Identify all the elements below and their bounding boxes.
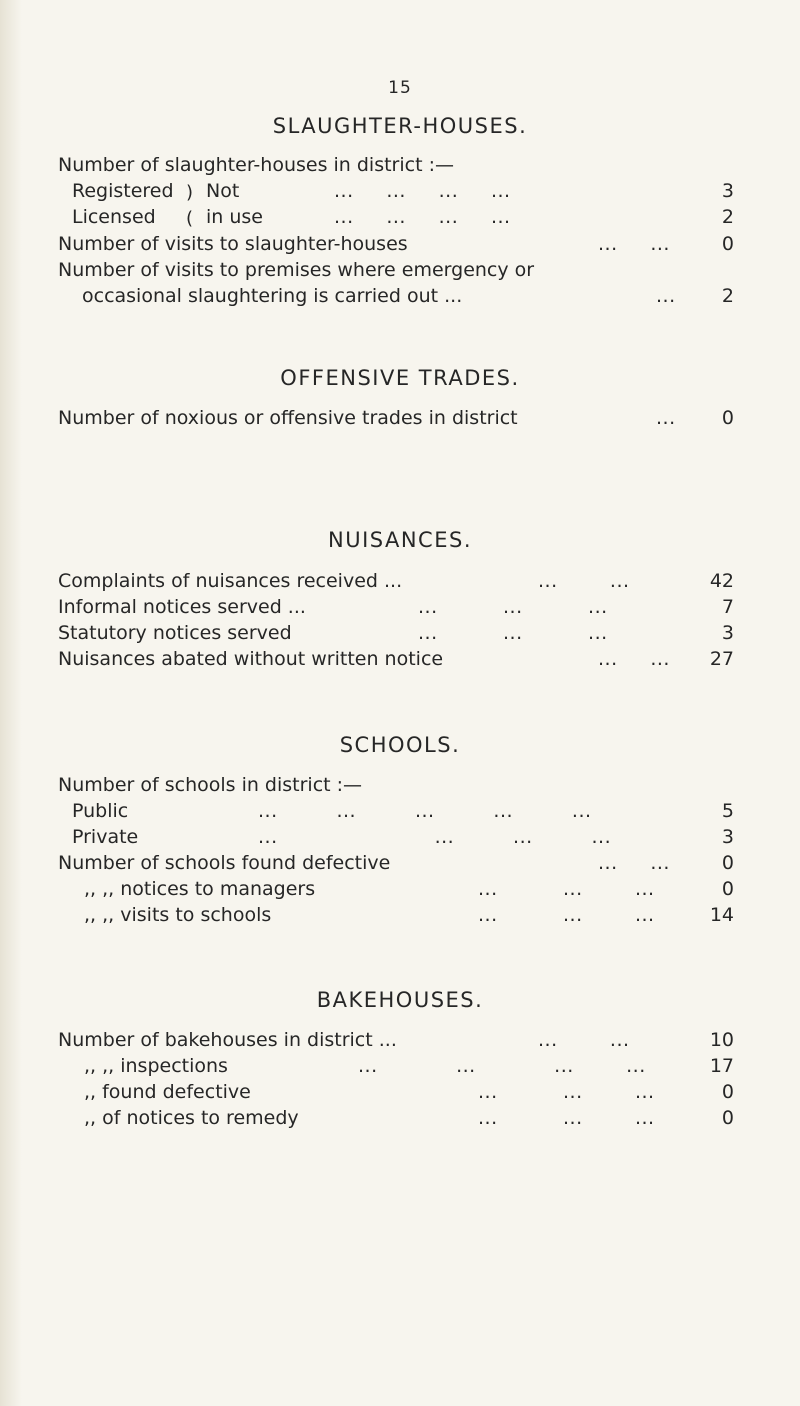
bakehouse-label: ,, found defective: [84, 1081, 251, 1103]
registered-label: Registered: [72, 180, 174, 202]
nuisance-value: 42: [709, 570, 734, 592]
nuisance-label: Complaints of nuisances received ...: [58, 570, 403, 592]
nuisance-value: 27: [709, 648, 734, 670]
leader-dots: ... ... ... ... ...: [258, 800, 592, 822]
bakehouse-value: 0: [721, 1081, 734, 1103]
leader-dots: ... ... ...: [478, 1081, 655, 1103]
bakehouses-row: [58, 1105, 742, 1131]
visits-value: 0: [721, 233, 734, 255]
schools-row: [58, 824, 742, 850]
leader-dots: ... ... ... ...: [258, 826, 612, 848]
offensive-trades-heading: OFFENSIVE TRADES.: [280, 366, 520, 390]
leader-dots: ... ...: [598, 852, 670, 874]
not-label: Not: [206, 180, 240, 202]
trades-label: Number of noxious or offensive trades in district: [58, 407, 518, 429]
nuisances-row: [58, 620, 742, 646]
in-use-label: in use: [206, 206, 263, 228]
bakehouses-row: [58, 1079, 742, 1105]
slaughter-registered-row: [58, 178, 742, 204]
leader-dots: ...: [656, 407, 676, 429]
brace-bottom: (: [186, 208, 194, 229]
school-label: Public: [72, 800, 129, 822]
schools-row: [58, 798, 742, 824]
slaughter-premises-row-1: [58, 257, 742, 283]
leader-dots: ... ... ...: [478, 1107, 655, 1129]
bakehouses-row: [58, 1053, 742, 1079]
trades-value: 0: [721, 407, 734, 429]
school-value: 5: [721, 800, 734, 822]
licensed-value: 2: [721, 206, 734, 228]
offensive-trades-row: [58, 405, 742, 431]
slaughter-visits-row: [58, 231, 742, 257]
leader-dots: ... ...: [538, 570, 630, 592]
leader-dots: ... ... ...: [478, 904, 655, 926]
leader-dots: ... ...: [598, 648, 670, 670]
schools-row: [58, 902, 742, 928]
bakehouse-label: ,, ,, inspections: [84, 1055, 228, 1077]
leader-dots: ... ... ...: [478, 878, 655, 900]
premises-value: 2: [721, 285, 734, 307]
slaughter-premises-row-2: [58, 283, 742, 309]
nuisance-label: Informal notices served ...: [58, 596, 306, 618]
nuisances-row: [58, 594, 742, 620]
page-edge-shadow: [0, 0, 22, 1406]
brace-top: ): [186, 182, 194, 203]
bakehouses-heading: BAKEHOUSES.: [316, 988, 484, 1012]
premises-label-2: occasional slaughtering is carried out ...: [82, 285, 463, 307]
school-label: Number of schools found defective: [58, 852, 391, 874]
school-label: ,, ,, visits to schools: [84, 904, 272, 926]
leader-dots: ... ... ... ...: [334, 206, 511, 228]
bakehouse-label: Number of bakehouses in district ...: [58, 1029, 397, 1051]
nuisances-row: [58, 568, 742, 594]
leader-dots: ... ... ...: [418, 596, 608, 618]
leader-dots: ... ... ...: [418, 622, 608, 644]
leader-dots: ...: [656, 285, 676, 307]
school-value: 14: [709, 904, 734, 926]
bakehouse-label: ,, of notices to remedy: [84, 1107, 299, 1129]
school-value: 3: [721, 826, 734, 848]
nuisances-heading: NUISANCES.: [327, 528, 472, 552]
school-value: 0: [721, 852, 734, 874]
visits-label: Number of visits to slaughter-houses: [58, 233, 408, 255]
leader-dots: ... ... ... ...: [334, 180, 511, 202]
bakehouse-value: 10: [709, 1029, 734, 1051]
registered-value: 3: [721, 180, 734, 202]
nuisances-row: [58, 646, 742, 672]
bakehouses-row: [58, 1027, 742, 1053]
nuisance-value: 3: [721, 622, 734, 644]
schools-intro-text: Number of schools in district :—: [58, 774, 363, 796]
schools-heading: SCHOOLS.: [339, 733, 461, 757]
leader-dots: ... ...: [538, 1029, 630, 1051]
premises-label-1: Number of visits to premises where emergency or: [58, 259, 535, 281]
slaughter-intro: [58, 152, 742, 178]
schools-intro: [58, 772, 742, 798]
leader-dots: ... ... ... ...: [358, 1055, 646, 1077]
school-label: Private: [72, 826, 139, 848]
bakehouse-value: 0: [721, 1107, 734, 1129]
schools-row: [58, 850, 742, 876]
school-value: 0: [721, 878, 734, 900]
licensed-label: Licensed: [72, 206, 156, 228]
nuisance-label: Statutory notices served: [58, 622, 292, 644]
page-number: 15: [388, 78, 412, 98]
slaughter-licensed-row: [58, 204, 742, 230]
bakehouse-value: 17: [709, 1055, 734, 1077]
leader-dots: ... ...: [598, 233, 670, 255]
slaughter-intro-text: Number of slaughter-houses in district :—: [58, 154, 454, 176]
school-label: ,, ,, notices to managers: [84, 878, 316, 900]
nuisance-label: Nuisances abated without written notice: [58, 648, 444, 670]
slaughter-houses-heading: SLAUGHTER-HOUSES.: [272, 114, 528, 138]
nuisance-value: 7: [721, 596, 734, 618]
schools-row: [58, 876, 742, 902]
